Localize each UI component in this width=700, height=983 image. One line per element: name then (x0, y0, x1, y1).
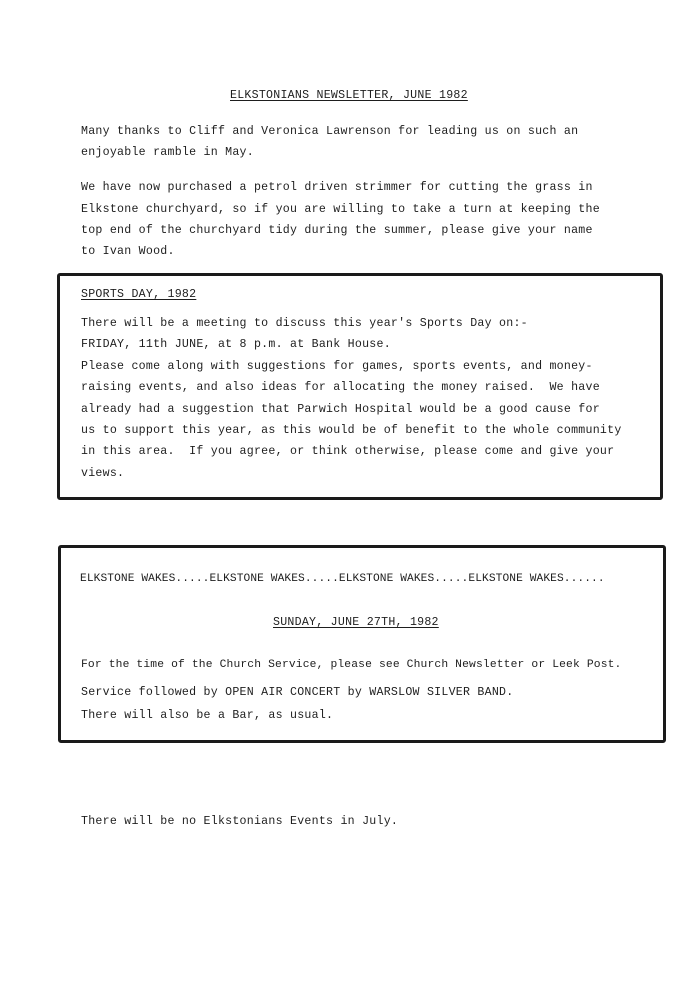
paragraph-line: views. (81, 467, 125, 480)
paragraph-line: There will also be a Bar, as usual. (81, 709, 334, 722)
paragraph-line: We have now purchased a petrol driven strimmer for cutting the grass in (81, 181, 593, 194)
paragraph-line: already had a suggestion that Parwich Hospital would be a good cause for (81, 403, 600, 416)
paragraph-line: Please come along with suggestions for games, sports events, and money- (81, 360, 593, 373)
wakes-banner: ELKSTONE WAKES.....ELKSTONE WAKES.....ELKSTONE WAKES.....ELKSTONE WAKES...... (80, 573, 605, 585)
sports-day-heading: SPORTS DAY, 1982 (81, 288, 197, 301)
newsletter-title: ELKSTONIANS NEWSLETTER, JUNE 1982 (230, 89, 468, 102)
paragraph-line: in this area. If you agree, or think otherwise, please come and give your (81, 445, 615, 458)
closing-note: There will be no Elkstonians Events in July. (81, 815, 399, 828)
paragraph-line: Service followed by OPEN AIR CONCERT by WARSLOW SILVER BAND. (81, 686, 514, 699)
paragraph-line: to Ivan Wood. (81, 245, 175, 258)
paragraph-line: FRIDAY, 11th JUNE, at 8 p.m. at Bank House. (81, 338, 391, 351)
paragraph-line: There will be a meeting to discuss this year's Sports Day on:- (81, 317, 528, 330)
paragraph-line: Elkstone churchyard, so if you are willing to take a turn at keeping the (81, 203, 600, 216)
paragraph-line: us to support this year, as this would be of benefit to the whole community (81, 424, 622, 437)
paragraph-line: top end of the churchyard tidy during the summer, please give your name (81, 224, 593, 237)
paragraph-line: Many thanks to Cliff and Veronica Lawrenson for leading us on such an (81, 125, 579, 138)
paragraph-line: For the time of the Church Service, please see Church Newsletter or Leek Post. (81, 659, 622, 671)
paragraph-line: raising events, and also ideas for allocating the money raised. We have (81, 381, 600, 394)
wakes-date-heading: SUNDAY, JUNE 27TH, 1982 (273, 616, 439, 629)
paragraph-line: enjoyable ramble in May. (81, 146, 254, 159)
